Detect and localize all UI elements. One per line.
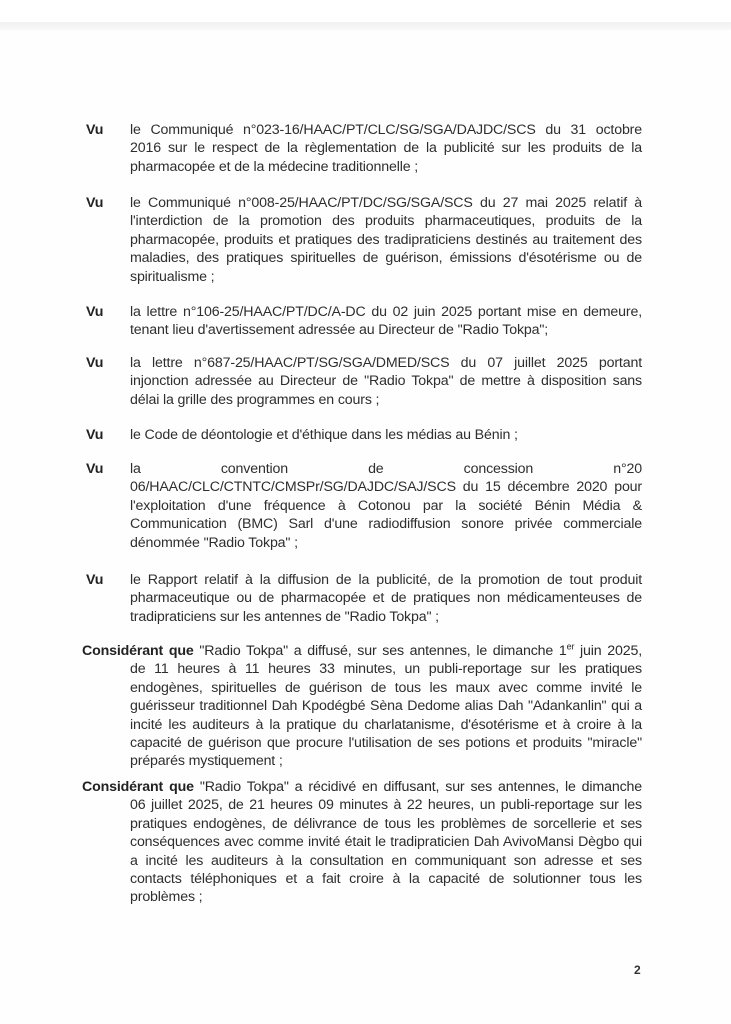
- word: concession: [463, 461, 534, 477]
- considerant-first-line: [82, 778, 642, 796]
- vu-label: Vu: [86, 427, 104, 443]
- vu-clause-text: le Communiqué n°008-25/HAAC/PT/DC/SG/SGA/SCS du 27 mai 2025 relatif à l'interdiction de la promotion des produits pharmaceutiques, produits de la pharmacopée, produits et pratiques des tradipraticiens destinés au traitement des maladies, des pratiques spirituelles de guérison, émissions d'ésotérisme ou de spiritualisme ;: [130, 195, 642, 285]
- word: la: [130, 461, 141, 477]
- vu-clause: [86, 460, 642, 552]
- vu-label: Vu: [86, 572, 104, 588]
- vu-clause-continuation: 06/HAAC/CLC/CTNTC/CMSPr/SG/DAJDC/SAJ/SCS du 15 décembre 2020 pour l'exploitation d'une fréquence à Cotonou par la société Bénin Média & Communication (BMC) Sarl d'une radiodiffusion sonore privée commerciale dénommée "Radio Tokpa" ;: [130, 479, 642, 551]
- vu-clause-text: le Code de déontologie et d'éthique dans les médias au Bénin ;: [130, 427, 518, 443]
- vu-label: Vu: [86, 355, 104, 371]
- vu-clause: [86, 354, 642, 409]
- word: de: [368, 461, 384, 477]
- considerant-first-line: [82, 642, 642, 660]
- vu-label: Vu: [86, 304, 104, 320]
- considerant-clause: [82, 642, 642, 771]
- considerant-clause-text: de 11 heures à 11 heures 33 minutes, un publi-reportage sur les pratiques endogènes, spirituelles de guérison de tous les maux avec comme invité le guérisseur traditionnel Dah Kpodégbé Sèna Dedome alias Dah "Adankanlin" qui a incité les auditeurs à la pratique du charlatanisme, d'ésotérisme et à croire à la capacité de guérison que procure l'utilisation de ses potions et produits "miracle" préparés mystiquement ;: [130, 661, 642, 770]
- word: n°20: [613, 461, 642, 477]
- considerant-clause: [82, 778, 642, 907]
- considerant-clause-text: 06 juillet 2025, de 21 heures 09 minutes à 22 heures, un publi-reportage sur les pratiques endogènes, de délivrance de tous les problèmes de sorcellerie et ses conséquences avec comme invité était le tradipraticien Dah AvivoMansi Dègbo qui a incité les auditeurs à la consultation en communiquant son adresse et ses contacts téléphoniques et a fait croire à la capacité de solutionner tous les problèmes ;: [130, 797, 642, 906]
- considerant-text-start: "Radio Tokpa" a récidivé en diffusant, sur ses antennes, le dimanche: [199, 779, 642, 795]
- vu-label: Vu: [86, 122, 104, 138]
- considerant-text-end: juin 2025,: [574, 643, 643, 659]
- vu-label: Vu: [86, 195, 104, 211]
- vu-clause-text: le Rapport relatif à la diffusion de la publicité, de la promotion de tout produit pharmaceutique ou de pharmacopée et de pratiques non médicamenteuses de tradipraticiens sur les antennes de "Radio Tokpa" ;: [130, 572, 642, 625]
- vu-clause: [86, 303, 642, 340]
- considerant-label: Considérant que: [82, 643, 194, 659]
- ordinal-superscript: er: [566, 641, 575, 652]
- word: convention: [220, 461, 288, 477]
- considerant-label: Considérant que: [82, 779, 194, 795]
- vu-clause-first-line: [130, 460, 642, 478]
- vu-clause-text: la lettre n°106-25/HAAC/PT/DC/A-DC du 02 juin 2025 portant mise en demeure, tenant lieu d'avertissement adressée au Directeur de "Radio Tokpa";: [130, 304, 642, 339]
- vu-label: Vu: [86, 461, 104, 477]
- considerant-text-start: "Radio Tokpa" a diffusé, sur ses antennes, le dimanche 1: [199, 643, 567, 659]
- vu-clause: [86, 571, 642, 626]
- vu-clause-text: [130, 460, 642, 552]
- vu-clause: [86, 121, 642, 176]
- vu-clause-text: le Communiqué n°023-16/HAAC/PT/CLC/SG/SGA/DAJDC/SCS du 31 octobre 2016 sur le respect de la règlementation de la publicité sur les produits de la pharmacopée et de la médecine traditionnelle ;: [130, 122, 642, 175]
- vu-clause: [86, 426, 642, 444]
- vu-clause: [86, 194, 642, 286]
- page-number: 2: [634, 963, 641, 977]
- vu-clause-text: la lettre n°687-25/HAAC/PT/SG/SGA/DMED/SCS du 07 juillet 2025 portant injonction adressée au Directeur de "Radio Tokpa" de mettre à disposition sans délai la grille des programmes en cours ;: [130, 355, 642, 408]
